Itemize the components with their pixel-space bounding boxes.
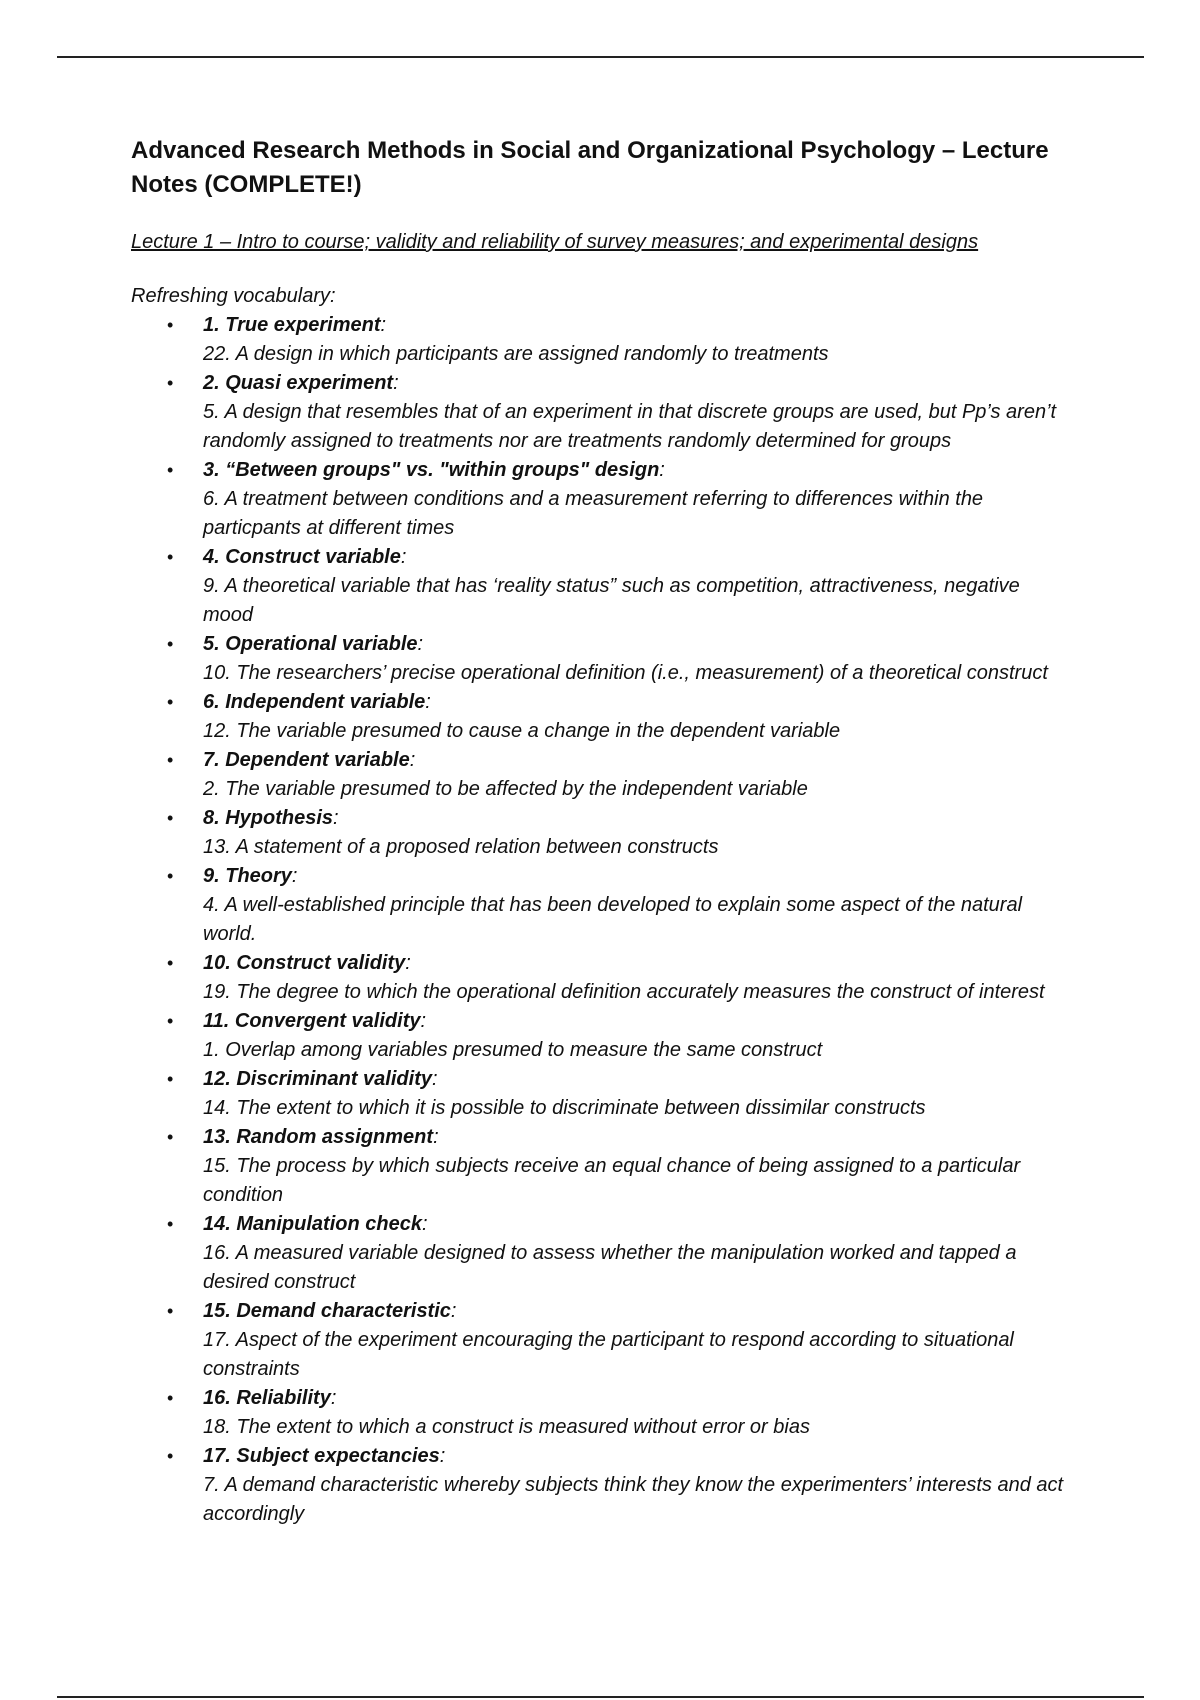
bullet-icon: • [167, 373, 174, 393]
term-definition: 10. The researchers’ precise operational definition (i.e., measurement) of a theoretical construct [203, 662, 1048, 684]
term-definition: 12. The variable presumed to cause a change in the dependent variable [203, 720, 841, 742]
term-colon: : [433, 1126, 439, 1148]
bullet-icon: • [167, 1301, 174, 1321]
term-colon: : [450, 1300, 457, 1322]
term-colon: : [380, 314, 387, 336]
term-colon: : [409, 749, 416, 771]
term-name: 5. Operational variable [203, 633, 418, 655]
term-colon: : [425, 691, 431, 713]
term-name: 9. Theory [203, 865, 292, 887]
vocabulary-item [131, 746, 1071, 804]
term-definition: 6. A treatment between conditions and a measurement referring to differences within the particpants at different times [203, 488, 984, 539]
bullet-icon: • [167, 460, 174, 480]
term-name: 10. Construct validity [203, 952, 406, 974]
bottom-divider [57, 1696, 1144, 1698]
vocabulary-item [131, 949, 1071, 1007]
term-colon: : [420, 1010, 427, 1032]
term-name: 14. Manipulation check [203, 1213, 422, 1235]
term-name: 7. Dependent variable [203, 749, 410, 771]
bullet-icon: • [167, 953, 174, 973]
term-colon: : [417, 633, 424, 655]
lecture-heading: Lecture 1 – Intro to course; validity and reliability of survey measures; and experimental designs [131, 231, 979, 253]
term-colon: : [330, 1387, 337, 1409]
vocabulary-item [131, 311, 1071, 369]
term-colon: : [400, 546, 407, 568]
term-name: 17. Subject expectancies [203, 1445, 440, 1467]
bullet-icon: • [167, 1069, 174, 1089]
term-definition: 22. A design in which participants are assigned randomly to treatments [203, 343, 829, 365]
term-definition: 1. Overlap among variables presumed to measure the same construct [203, 1039, 823, 1061]
vocabulary-item [131, 804, 1071, 862]
document-body [131, 134, 1071, 1529]
term-name: 8. Hypothesis [203, 807, 334, 829]
term-definition: 17. Aspect of the experiment encouraging the participant to respond according to situational constraints [203, 1329, 1014, 1380]
bullet-icon: • [167, 634, 174, 654]
term-definition: 9. A theoretical variable that has ‘reality status” such as competition, attractiveness, negative mood [203, 575, 1020, 626]
bullet-icon: • [167, 808, 174, 828]
term-colon: : [421, 1213, 428, 1235]
term-name: 13. Random assignment [203, 1126, 434, 1148]
vocabulary-intro: Refreshing vocabulary: [131, 285, 336, 307]
term-definition: 16. A measured variable designed to assess whether the manipulation worked and tapped a desired construct [203, 1242, 1017, 1293]
vocabulary-item [131, 1123, 1071, 1210]
term-definition: 13. A statement of a proposed relation between constructs [203, 836, 719, 858]
bullet-icon: • [167, 547, 174, 567]
term-definition: 19. The degree to which the operational definition accurately measures the construct of interest [203, 981, 1045, 1003]
vocabulary-item [131, 688, 1071, 746]
vocabulary-item [131, 456, 1071, 543]
vocabulary-item [131, 1442, 1071, 1529]
term-definition: 5. A design that resembles that of an experiment in that discrete groups are used, but Pp’s aren’t randomly assigned to treatments nor are treatments randomly determined for groups [203, 401, 1057, 452]
term-definition: 18. The extent to which a construct is measured without error or bias [203, 1416, 810, 1438]
term-name: 2. Quasi experiment [203, 372, 394, 394]
vocabulary-item [131, 1384, 1071, 1442]
vocabulary-item [131, 862, 1071, 949]
term-name: 15. Demand characteristic [203, 1300, 451, 1322]
term-colon: : [659, 459, 665, 481]
term-definition: 7. A demand characteristic whereby subjects think they know the experimenters’ interests and act accordingly [203, 1474, 1064, 1525]
bullet-icon: • [167, 1011, 174, 1031]
term-colon: : [291, 865, 298, 887]
bullet-icon: • [167, 1127, 174, 1147]
term-definition: 2. The variable presumed to be affected by the independent variable [203, 778, 808, 800]
bullet-icon: • [167, 750, 174, 770]
term-name: 11. Convergent validity [203, 1010, 421, 1032]
vocabulary-item [131, 1210, 1071, 1297]
vocabulary-item [131, 630, 1071, 688]
term-definition: 14. The extent to which it is possible to discriminate between dissimilar constructs [203, 1097, 926, 1119]
document-title: Advanced Research Methods in Social and Organizational Psychology – Lecture Notes (COMPLETE!) [131, 137, 1049, 198]
term-colon: : [393, 372, 399, 394]
bullet-icon: • [167, 1388, 174, 1408]
term-colon: : [439, 1445, 446, 1467]
vocabulary-item [131, 1007, 1071, 1065]
top-divider [57, 56, 1144, 58]
term-name: 12. Discriminant validity [203, 1068, 432, 1090]
vocabulary-item [131, 1065, 1071, 1123]
vocabulary-item [131, 543, 1071, 630]
vocabulary-item [131, 369, 1071, 456]
term-name: 3. “Between groups" vs. "within groups" design [203, 459, 660, 481]
term-name: 16. Reliability [203, 1387, 331, 1409]
term-colon: : [431, 1068, 438, 1090]
vocabulary-list [131, 311, 1071, 1529]
bullet-icon: • [167, 1446, 174, 1466]
term-colon: : [405, 952, 411, 974]
term-colon: : [333, 807, 339, 829]
term-name: 1. True experiment [203, 314, 381, 336]
vocabulary-item [131, 1297, 1071, 1384]
bullet-icon: • [167, 1214, 174, 1234]
bullet-icon: • [167, 866, 174, 886]
bullet-icon: • [167, 315, 174, 335]
term-definition: 4. A well-established principle that has been developed to explain some aspect of the natural world. [203, 894, 1023, 945]
term-definition: 15. The process by which subjects receive an equal chance of being assigned to a particular condition [203, 1155, 1021, 1206]
term-name: 6. Independent variable [203, 691, 426, 713]
bullet-icon: • [167, 692, 174, 712]
term-name: 4. Construct variable [203, 546, 401, 568]
